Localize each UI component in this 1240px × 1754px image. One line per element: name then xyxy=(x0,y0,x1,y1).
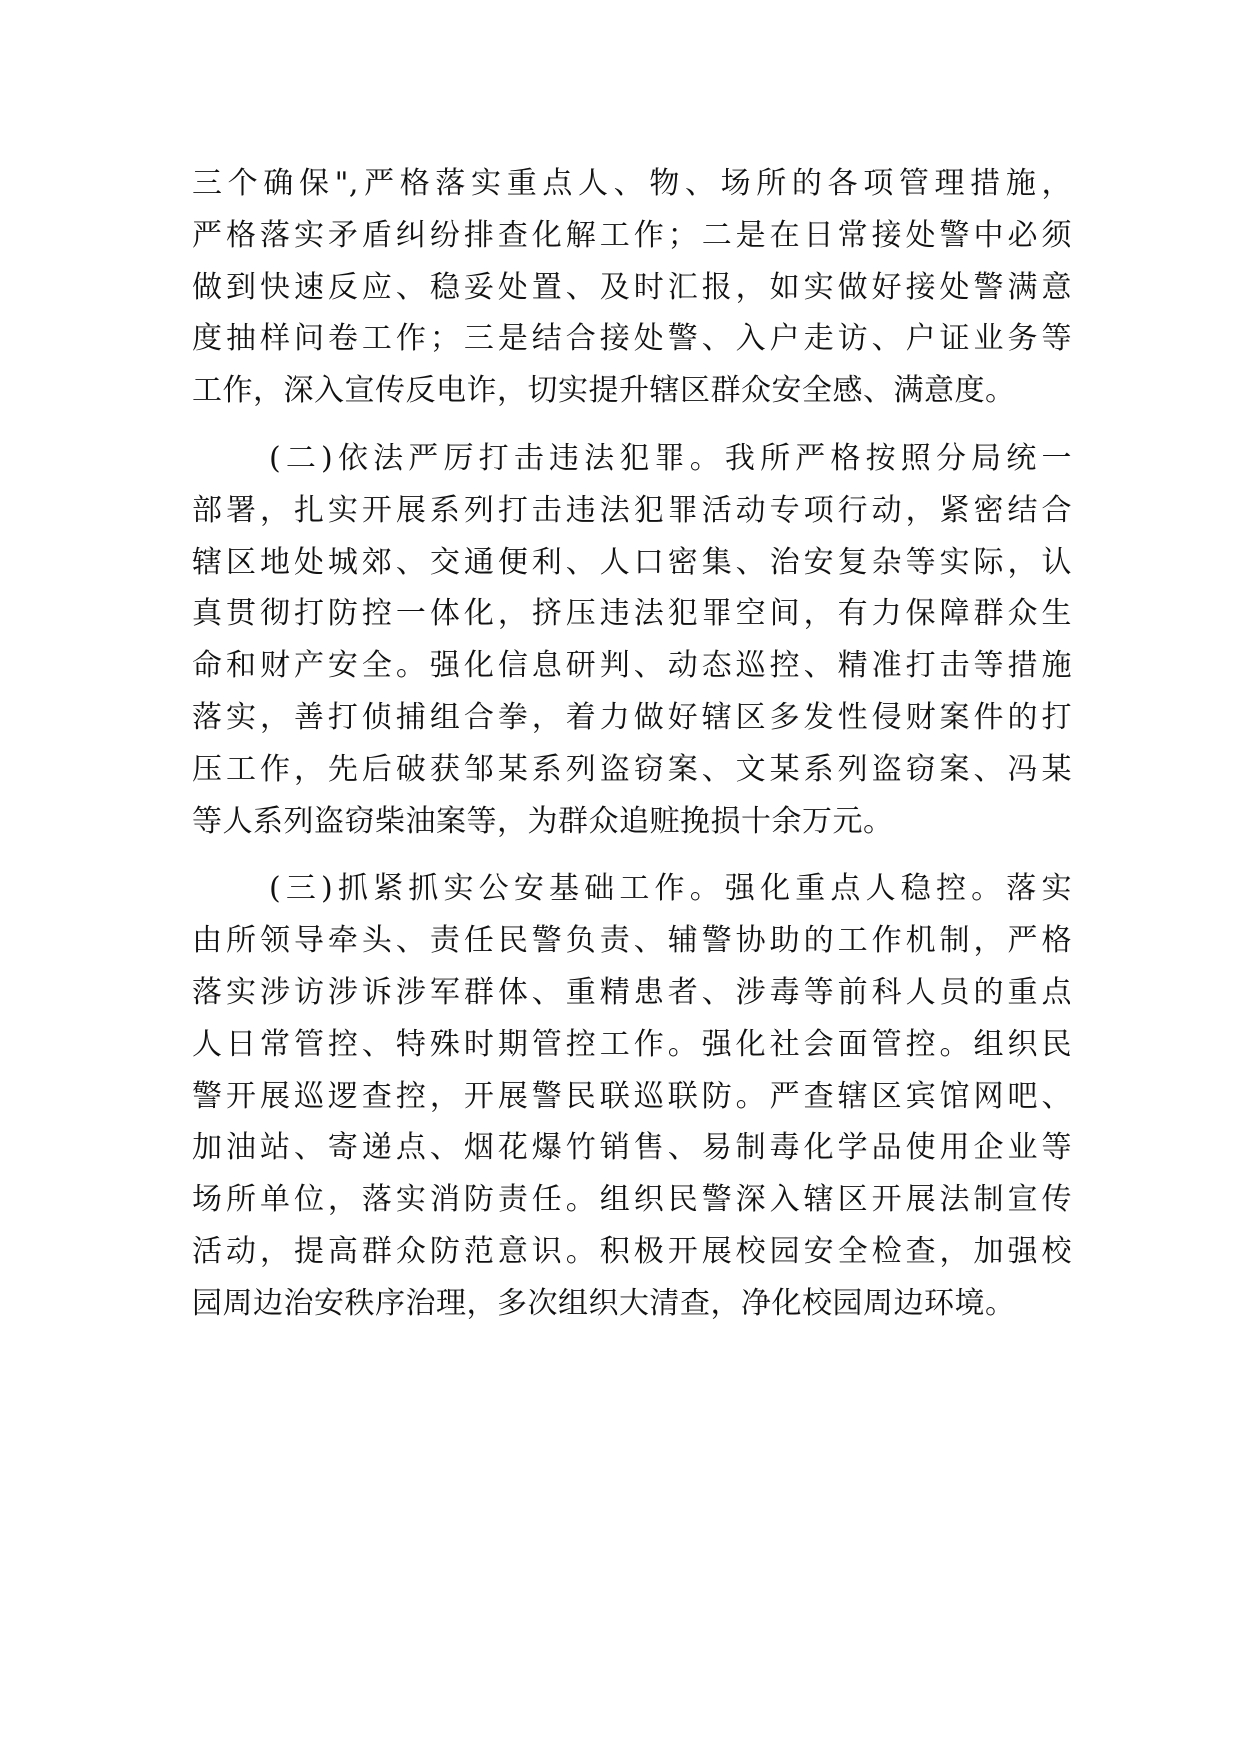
paragraph-section-two xyxy=(192,433,1072,847)
text-line: 部署，扎实开展系列打击违法犯罪活动专项行动，紧密结合 xyxy=(192,492,1072,528)
text-line: 辖区地处城郊、交通便利、人口密集、治安复杂等实际，认 xyxy=(192,544,1072,580)
text-line: 落实，善打侦捕组合拳，着力做好辖区多发性侵财案件的打 xyxy=(192,699,1072,735)
text-line: 园周边治安秩序治理，多次组织大清查，净化校园周边环境。 xyxy=(192,1285,1016,1321)
paragraph-gap xyxy=(192,847,1072,863)
paragraph-gap xyxy=(192,417,1072,433)
text-line: 人日常管控、特殊时期管控工作。强化社会面管控。组织民 xyxy=(192,1026,1072,1062)
text-line: 做到快速反应、稳妥处置、及时汇报，如实做好接处警满意 xyxy=(192,269,1072,305)
text-line: 活动，提高群众防范意识。积极开展校园安全检查，加强校 xyxy=(192,1233,1072,1269)
section-heading-line: (二)依法严厉打击违法犯罪。我所严格按照分局统一 xyxy=(269,440,1072,476)
text-line: 由所领导牵头、责任民警负责、辅警协助的工作机制，严格 xyxy=(192,923,1072,959)
section-heading-line: (三)抓紧抓实公安基础工作。强化重点人稳控。落实 xyxy=(269,871,1072,907)
text-line: 场所单位，落实消防责任。组织民警深入辖区开展法制宣传 xyxy=(192,1182,1072,1218)
text-line: 加油站、寄递点、烟花爆竹销售、易制毒化学品使用企业等 xyxy=(192,1130,1072,1166)
text-line: 命和财产安全。强化信息研判、动态巡控、精准打击等措施 xyxy=(192,648,1072,684)
text-line: 等人系列盗窃柴油案等，为群众追赃挽损十余万元。 xyxy=(192,803,894,839)
text-line: 落实涉访涉诉涉军群体、重精患者、涉毒等前科人员的重点 xyxy=(192,974,1072,1010)
text-line: 真贯彻打防控一体化，挤压违法犯罪空间，有力保障群众生 xyxy=(192,596,1072,632)
text-line: 严格落实矛盾纠纷排查化解工作；二是在日常接处警中必须 xyxy=(192,217,1072,253)
text-line: 度抽样问卷工作；三是结合接处警、入户走访、户证业务等 xyxy=(192,321,1072,357)
document-body xyxy=(192,158,1072,1330)
paragraph-section-three xyxy=(192,863,1072,1329)
text-line: 三个确保",严格落实重点人、物、场所的各项管理措施， xyxy=(192,166,1072,201)
text-line: 工作，深入宣传反电诈，切实提升辖区群众安全感、满意度。 xyxy=(192,373,1016,409)
text-line: 警开展巡逻查控，开展警民联巡联防。严查辖区宾馆网吧、 xyxy=(192,1078,1072,1114)
text-line: 压工作，先后破获邹某系列盗窃案、文某系列盗窃案、冯某 xyxy=(192,751,1072,787)
paragraph-continuation xyxy=(192,158,1072,417)
